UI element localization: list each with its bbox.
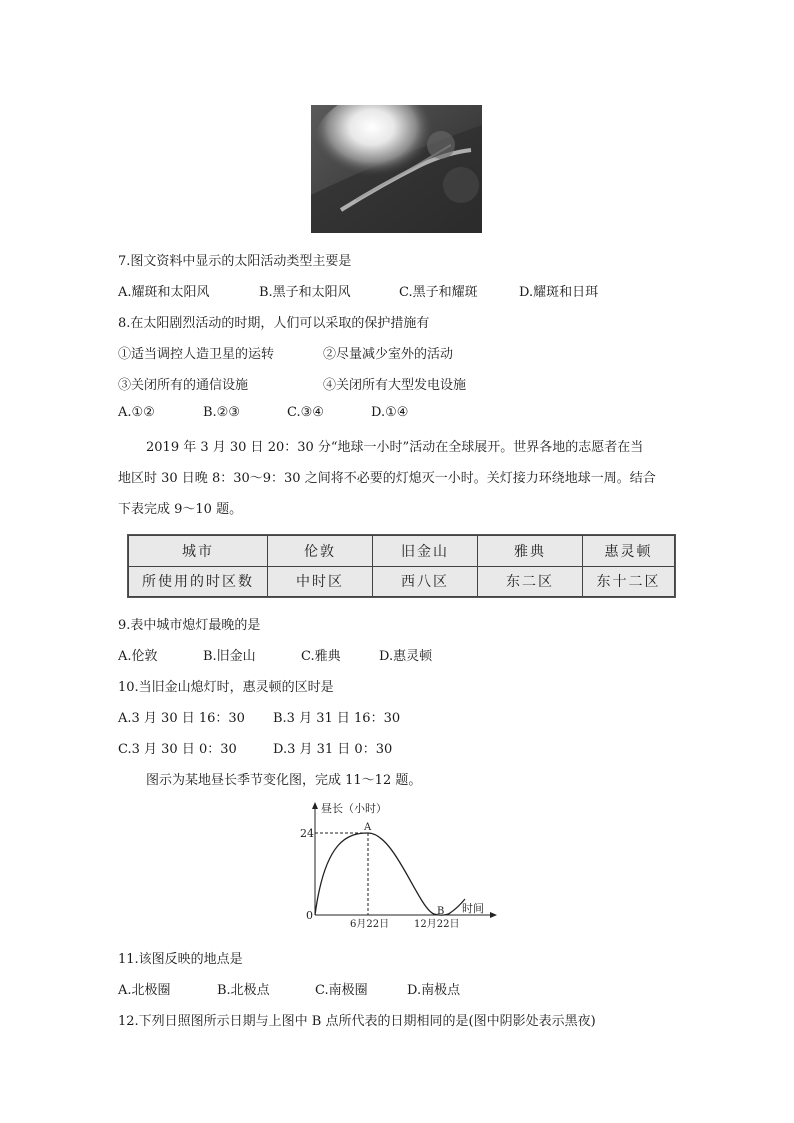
point-label-b: B <box>437 906 445 917</box>
q11-option-d: D.南极点 <box>407 983 461 998</box>
q8-option-d: D.①④ <box>371 405 409 420</box>
y-tick-label: 24 <box>300 827 314 840</box>
q11-option-c: C.南极圈 <box>315 983 368 998</box>
solar-activity-photo <box>311 105 482 233</box>
table-cell: 东十二区 <box>583 566 675 597</box>
q10-option-a: A.3 月 30 日 16：30 <box>118 711 245 726</box>
q10-option-b: B.3 月 31 日 16：30 <box>273 711 401 726</box>
q8-option-b: B.②③ <box>203 405 240 420</box>
q9-option-a: A.伦敦 <box>118 649 158 664</box>
timezone-table <box>127 534 676 598</box>
table-header-cell: 雅典 <box>478 536 583 567</box>
q11-option-b: B.北极点 <box>217 983 270 998</box>
passage1-line1: 2019 年 3 月 30 日 20：30 分“地球一小时”活动在全球展开。世界各地的志愿者在当 <box>146 440 644 455</box>
table-cell: 东二区 <box>478 566 583 597</box>
y-axis-label: 昼长（小时） <box>321 802 387 815</box>
q8-option-a: A.①② <box>118 405 155 420</box>
table-cell: 中时区 <box>268 566 373 597</box>
q8-item-2: ②尽量减少室外的活动 <box>323 347 454 362</box>
q10-option-c: C.3 月 30 日 0：30 <box>118 742 237 757</box>
q9-option-d: D.惠灵顿 <box>379 649 433 664</box>
table-header-cell: 惠灵顿 <box>583 536 675 567</box>
q8-option-c: C.③④ <box>287 405 324 420</box>
table-row <box>129 566 675 597</box>
q12-stem: 12.下列日照图所示日期与上图中 B 点所代表的日期相同的是(图中阴影处表示黑夜) <box>118 1014 596 1029</box>
table-header-cell: 城市 <box>129 536 268 567</box>
day-length-chart <box>300 800 500 930</box>
q10-stem: 10.当旧金山熄灯时，惠灵顿的区时是 <box>118 680 334 695</box>
x-tick-label: 12月22日 <box>414 919 460 930</box>
q8-item-3: ③关闭所有的通信设施 <box>118 378 249 393</box>
passage1-line3: 下表完成 9～10 题。 <box>118 502 243 517</box>
table-header-cell: 旧金山 <box>373 536 478 567</box>
q9-stem: 9.表中城市熄灯最晚的是 <box>118 618 261 633</box>
x-axis-arrow <box>490 912 497 918</box>
q7-option-c: C.黑子和耀斑 <box>399 285 478 300</box>
q7-option-d: D.耀斑和日珥 <box>519 285 599 300</box>
passage1-line2: 地区时 30 日晚 8：30～9：30 之间将不必要的灯熄灭一小时。关灯接力环绕地球一周。结合 <box>118 471 656 486</box>
day-length-curve <box>315 833 465 915</box>
q8-item-1: ①适当调控人造卫星的运转 <box>118 347 275 362</box>
point-label-a: A <box>364 822 372 833</box>
q9-option-b: B.旧金山 <box>203 649 256 664</box>
table-cell: 西八区 <box>373 566 478 597</box>
q7-stem: 7.图文资料中显示的太阳活动类型主要是 <box>118 254 352 269</box>
y-tick-label: 0 <box>306 909 313 922</box>
x-tick-label: 6月22日 <box>350 919 390 930</box>
q7-option-b: B.黑子和太阳风 <box>259 285 351 300</box>
table-header-row <box>129 536 675 567</box>
q11-stem: 11.该图反映的地点是 <box>118 952 243 967</box>
x-axis-label: 时间 <box>462 902 484 915</box>
y-axis-arrow <box>312 802 318 809</box>
q8-item-4: ④关闭所有大型发电设施 <box>323 378 467 393</box>
passage2: 图示为某地昼长季节变化图，完成 11～12 题。 <box>146 773 422 788</box>
q11-option-a: A.北极圈 <box>118 983 171 998</box>
table-cell: 所使用的时区数 <box>129 566 268 597</box>
q9-option-c: C.雅典 <box>301 649 341 664</box>
table-header-cell: 伦敦 <box>268 536 373 567</box>
solar-flare-image <box>311 105 482 233</box>
q8-stem: 8.在太阳剧烈活动的时期，人们可以采取的保护措施有 <box>118 316 430 331</box>
q10-option-d: D.3 月 31 日 0：30 <box>273 742 393 757</box>
q7-option-a: A.耀斑和太阳风 <box>118 285 210 300</box>
